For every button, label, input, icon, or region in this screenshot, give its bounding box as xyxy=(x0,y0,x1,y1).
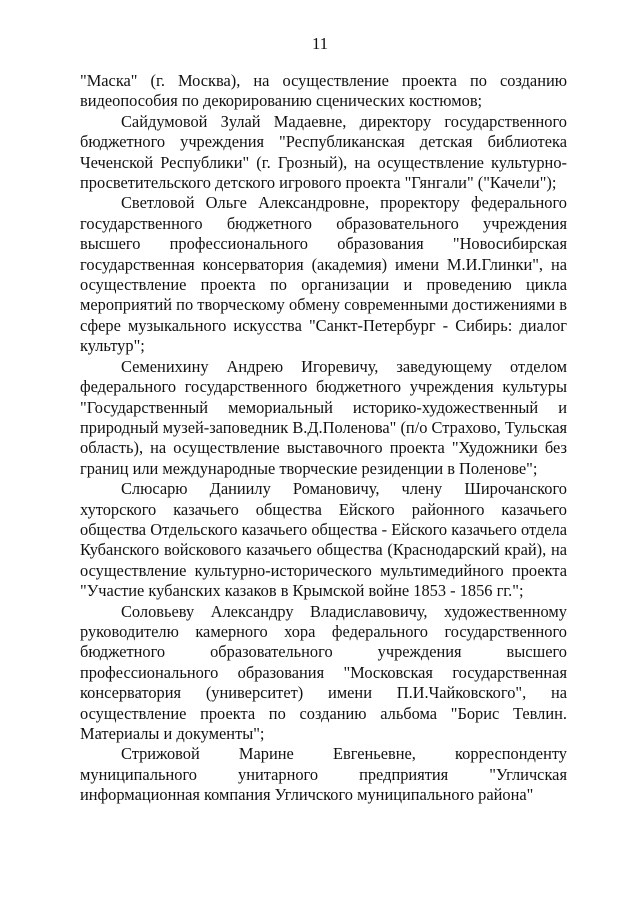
paragraph-svetlova: Светловой Ольге Александровне, проректору федерального государственного бюджетного образовательного учреждения высшего профессионального образования "Новосибирская государственная консерватория (академия) имени М.И.Глинки", на осуществление проекта по организации и проведению цикла мероприятий по творческому обмену современными достижениями в сфере музыкального искусства "Санкт-Петербург - Сибирь: диалог культур"; xyxy=(80,193,567,356)
document-body xyxy=(80,71,567,806)
paragraph-semenikhin: Семенихину Андрею Игоревичу, заведующему отделом федерального государственного бюджетного учреждения культуры "Государственный мемориальный историко-художественный и природный музей-заповедник В.Д.Поленова" (п/о Страхово, Тульская область), на осуществление выставочного проекта "Художники без границ или международные творческие резиденции в Поленове"; xyxy=(80,356,568,478)
paragraph-maska-continuation: "Маска" (г. Москва), на осуществление проекта по созданию видеопособия по декорированию сценических костюмов; xyxy=(80,71,567,111)
paragraph-solovyev: Соловьеву Александру Владиславовичу, художественному руководителю камерного хора федерального государственного бюджетного образовательного учреждения высшего профессионального образования "Московская государственная консерватория (университет) имени П.И.Чайковского", на осуществление проекта по созданию альбома "Борис Тевлин. Материалы и документы"; xyxy=(80,601,567,743)
paragraph-saydumova: Сайдумовой Зулай Мадаевне, директору государственного бюджетного учреждения "Республиканская детская библиотека Чеченской Республики" (г. Грозный), на осуществление культурно-просветительского детского игрового проекта "Гянгали" ("Качели"); xyxy=(80,111,567,193)
page-number: 11 xyxy=(311,34,329,53)
paragraph-slyusar: Слюсарю Даниилу Романовичу, члену Широчанского хуторского казачьего общества Ейского районного казачьего общества Отдельского казачьего общества - Ейского казачьего отдела Кубанского войскового казачьего общества (Краснодарский край), на осуществление культурно-исторического мультимедийного проекта "Участие кубанских казаков в Крымской войне 1853 - 1856 гг."; xyxy=(80,479,567,601)
paragraph-strizhova: Стрижовой Марине Евгеньевне, корреспонденту муниципального унитарного предприятия "Угличская информационная компания Угличского муниципального района" xyxy=(80,744,567,805)
